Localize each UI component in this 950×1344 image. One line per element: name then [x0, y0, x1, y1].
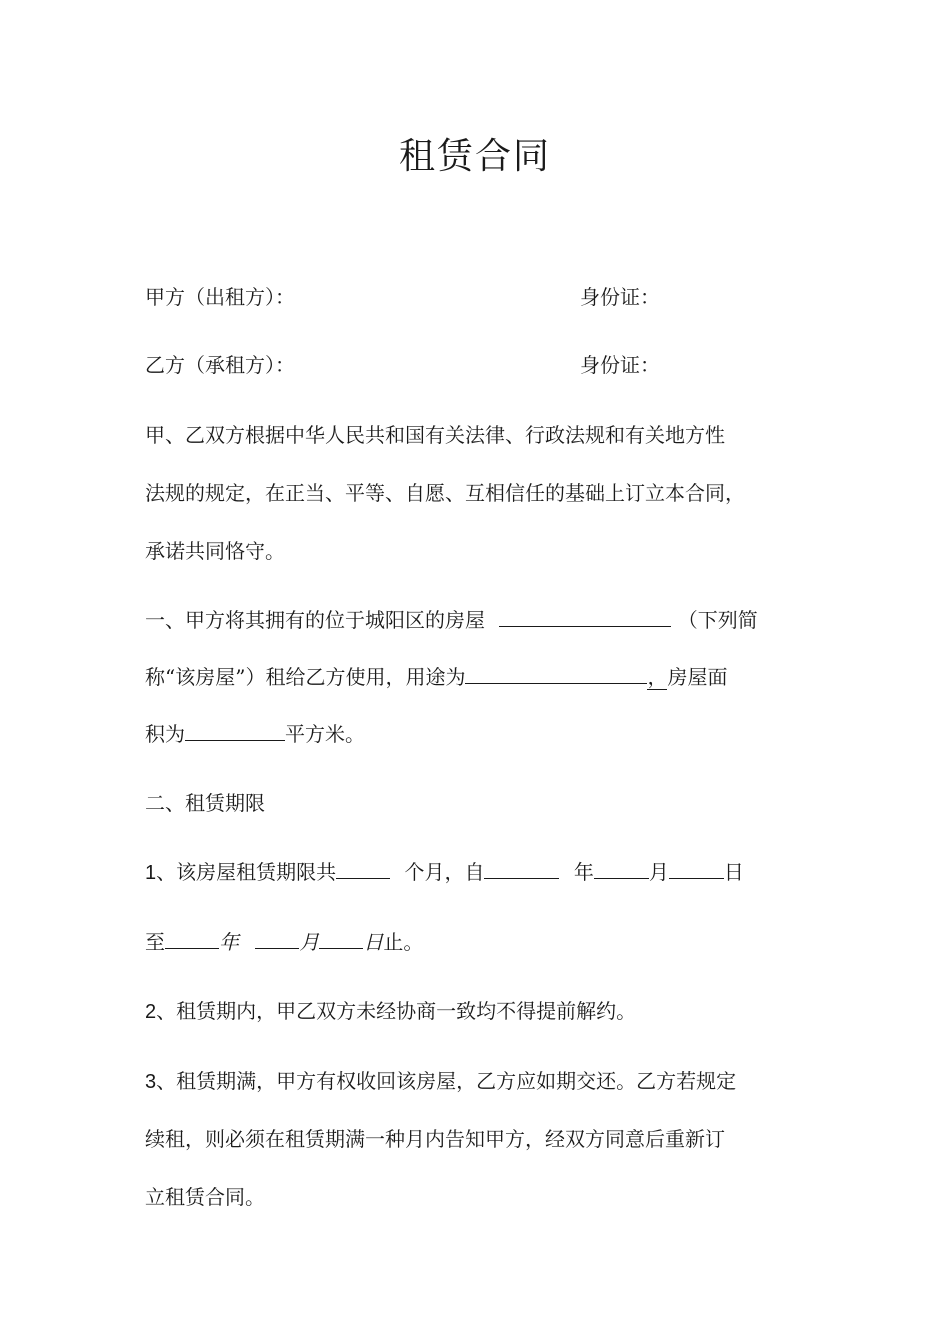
- item2-line: [145, 996, 636, 1027]
- day2-text: 日: [363, 930, 384, 954]
- term-text-a: 、该房屋租赁期限共: [156, 860, 337, 884]
- item3-number: 3: [145, 1071, 157, 1093]
- party-b-id-line: [580, 350, 660, 380]
- item3-line-1: [145, 1066, 736, 1097]
- months-text: 个月，自: [404, 860, 485, 884]
- item3-text-1: 、租赁期满，甲方有权收回该房屋，乙方应如期交还。乙方若规定: [156, 1069, 737, 1093]
- party-b-line: [145, 350, 295, 380]
- party-a-id-label: 身份证：: [580, 285, 660, 309]
- end-day-blank[interactable]: [319, 926, 363, 949]
- term-number: 1: [145, 862, 157, 884]
- day-text: 日: [723, 860, 744, 884]
- clause1-text-f: 平方米。: [285, 722, 365, 746]
- month2-text: 月: [299, 930, 320, 954]
- party-a-line: [145, 282, 295, 312]
- end-month-blank[interactable]: [255, 926, 299, 949]
- item3-line-2: 续租，则必须在租赁期满一种月内告知甲方，经双方同意后重新订: [145, 1127, 725, 1151]
- clause1-line-3: [145, 718, 365, 749]
- clause1-text-d: 房屋面: [667, 665, 728, 689]
- clause1-text-a: 一、甲方将其拥有的位于城阳区的房屋: [145, 608, 485, 632]
- clause1-text-b: （下列简: [677, 608, 758, 632]
- party-b-label: 乙方（承租方）：: [145, 353, 295, 377]
- year2-text: 年: [219, 930, 239, 954]
- clause1-line-2: [145, 661, 727, 692]
- preamble-line-2: 法规的规定，在正当、平等、自愿、互相信任的基础上订立本合同，: [145, 481, 745, 505]
- purpose-blank[interactable]: [465, 661, 647, 684]
- preamble-line-1: 甲、乙双方根据中华人民共和国有关法律、行政法规和有关地方性: [145, 423, 725, 447]
- months-blank[interactable]: [336, 856, 390, 879]
- section2-heading: 二、租赁期限: [145, 791, 265, 815]
- clause1-text-c: 称“该房屋”）租给乙方使用，用途为: [145, 665, 466, 689]
- term-end-text: 止。: [383, 930, 424, 954]
- term-line-1: [145, 856, 744, 888]
- item2-text: 、租赁期内，甲乙双方未经协商一致均不得提前解约。: [156, 999, 637, 1023]
- end-year-blank[interactable]: [165, 926, 219, 949]
- term-line-2: [145, 926, 423, 957]
- purpose-comma: ，: [647, 665, 668, 689]
- clause1-text-e: 积为: [145, 722, 185, 746]
- month-text: 月: [648, 860, 669, 884]
- start-day-blank[interactable]: [669, 856, 724, 879]
- clause1-line-1: [145, 604, 758, 635]
- start-year-blank[interactable]: [484, 856, 559, 879]
- item3-line-3: 立租赁合同。: [145, 1185, 265, 1209]
- location-blank[interactable]: [499, 604, 671, 627]
- year-text: 年: [573, 860, 594, 884]
- party-a-id-line: [580, 282, 660, 312]
- party-a-label: 甲方（出租方）：: [145, 285, 295, 309]
- start-month-blank[interactable]: [594, 856, 649, 879]
- item2-number: 2: [145, 1001, 157, 1023]
- term-to-text: 至: [145, 930, 165, 954]
- preamble-line-3: 承诺共同恪守。: [145, 539, 285, 563]
- document-title: 租赁合同: [398, 136, 551, 177]
- area-blank[interactable]: [185, 718, 285, 741]
- party-b-id-label: 身份证：: [580, 353, 660, 377]
